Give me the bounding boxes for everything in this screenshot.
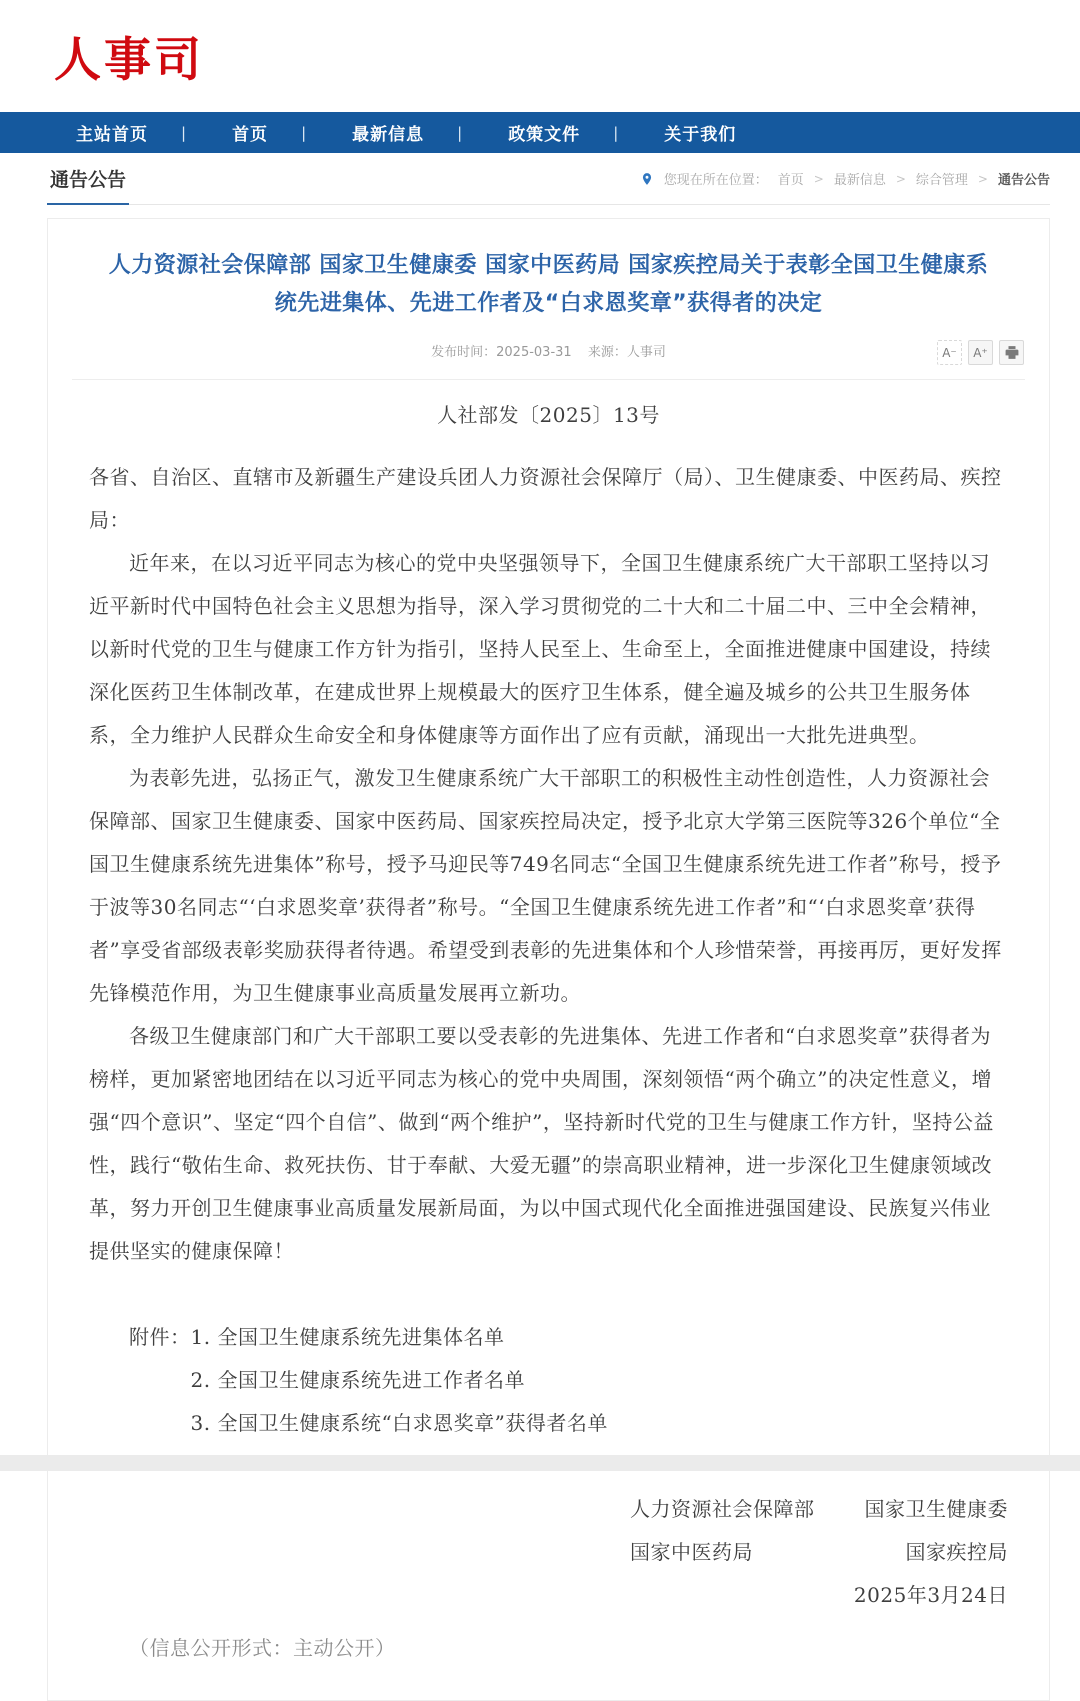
breadcrumb-item-general-management[interactable]: 综合管理 bbox=[915, 173, 968, 188]
body-paragraph: 近年来，在以习近平同志为核心的党中央坚强领导下，全国卫生健康系统广大干部职工坚持以习近平新时代中国特色社会主义思想为指导，深入学习贯彻党的二十大和二十届二中、三中全会精神，以新时代党的卫生与健康工作方针为指引，坚持人民至上、生命至上，全面推进健康中国建设，持续深化医药卫生体制改革，在建成世界上规模最大的医疗卫生体系，健全遍及城乡的公共卫生服务体系，全力维护人民群众生命安全和身体健康等方面作出了应有贡献，涌现出一大批先进典型。 bbox=[89, 551, 991, 747]
attachments-label: 附件： bbox=[129, 1325, 191, 1349]
body-paragraph: 为表彰先进，弘扬正气，激发卫生健康系统广大干部职工的积极性主动性创造性，人力资源社会保障部、国家卫生健康委、国家中医药局、国家疾控局决定，授予北京大学第三医院等326个单位“全国卫生健康系统先进集体”称号，授予马迎民等749名同志“全国卫生健康系统先进工作者”称号，授予于波等30名同志“‘白求恩奖章’获得者”称号。“全国卫生健康系统先进工作者”和“‘白求恩奖章’获得者”享受省部级表彰奖励获得者待遇。希望受到表彰的先进集体和个人珍惜荣誉，再接再厉，更好发挥先锋模范作用，为卫生健康事业高质量发展再立新功。 bbox=[89, 766, 1002, 1005]
nav-item-about-us[interactable]: 关于我们 bbox=[664, 125, 737, 145]
main-nav bbox=[0, 112, 1080, 153]
site-logo[interactable]: 人事司 bbox=[54, 32, 204, 88]
attachment-item: 1. 全国卫生健康系统先进集体名单 bbox=[190, 1325, 505, 1349]
document-number: 人社部发〔2025〕13号 bbox=[437, 403, 660, 427]
site-header bbox=[0, 0, 1080, 112]
signature-date: 2025年3月24日 bbox=[853, 1583, 1008, 1607]
nav-separator: | bbox=[613, 123, 619, 142]
nav-item-main-home[interactable]: 主站首页 bbox=[76, 125, 148, 145]
nav-separator: | bbox=[457, 123, 463, 142]
font-increase-button[interactable]: A⁺ bbox=[968, 340, 993, 365]
printer-icon bbox=[1005, 346, 1019, 359]
article-title: 人力资源社会保障部 国家卫生健康委 国家中医药局 国家疾控局关于表彰全国卫生健康系统先进集体、先进工作者及“白求恩奖章”获得者的决定 bbox=[108, 253, 989, 316]
breadcrumb-separator: > bbox=[895, 171, 906, 186]
breadcrumb-separator: > bbox=[813, 171, 824, 186]
signature-block bbox=[630, 1488, 1008, 1617]
breadcrumb bbox=[630, 169, 1050, 188]
breadcrumb-item-current: 通告公告 bbox=[997, 173, 1050, 188]
breadcrumb-item-latest-info[interactable]: 最新信息 bbox=[833, 173, 886, 188]
source-label: 来源： bbox=[587, 345, 627, 360]
nav-item-home[interactable]: 首页 bbox=[232, 125, 269, 145]
signer-nhc: 国家卫生健康委 bbox=[864, 1497, 1008, 1521]
signer-ndcpa: 国家疾控局 bbox=[905, 1540, 1008, 1564]
disclosure-note: （信息公开形式：主动公开） bbox=[129, 1636, 396, 1660]
attachments-block bbox=[129, 1316, 1008, 1445]
salutation: 各省、自治区、直辖市及新疆生产建设兵团人力资源社会保障厅（局）、卫生健康委、中医药局、疾控局： bbox=[89, 465, 1002, 532]
attachment-item: 3. 全国卫生健康系统“白求恩奖章”获得者名单 bbox=[190, 1411, 608, 1435]
article-body bbox=[89, 394, 1008, 1670]
body-paragraph: 各级卫生健康部门和广大干部职工要以受表彰的先进集体、先进工作者和“白求恩奖章”获得者为榜样，更加紧密地团结在以习近平同志为核心的党中央周围，深刻领悟“两个确立”的决定性意义，增强“四个意识”、坚定“四个自信”、做到“两个维护”，坚持新时代党的卫生与健康工作方针，坚持公益性，践行“敬佑生命、救死扶伤、甘于奉献、大爱无疆”的崇高职业精神，进一步深化卫生健康领域改革，努力开创卫生健康事业高质量发展新局面，为以中国式现代化全面推进强国建设、民族复兴伟业提供坚实的健康保障！ bbox=[89, 1024, 994, 1263]
article-tools bbox=[937, 340, 1024, 365]
font-decrease-button[interactable]: A⁻ bbox=[937, 340, 962, 365]
signer-mohrss: 人力资源社会保障部 bbox=[630, 1497, 815, 1521]
footer-strip bbox=[0, 1455, 1080, 1471]
breadcrumb-separator: > bbox=[977, 171, 988, 186]
nav-item-policy-docs[interactable]: 政策文件 bbox=[508, 125, 581, 145]
article-meta bbox=[89, 340, 1008, 366]
nav-separator: | bbox=[181, 123, 187, 142]
location-pin-icon bbox=[640, 172, 654, 186]
meta-divider bbox=[72, 379, 1025, 380]
breadcrumb-location-label: 您现在所在位置： bbox=[663, 173, 768, 188]
breadcrumb-bar bbox=[47, 153, 1050, 205]
section-title: 通告公告 bbox=[47, 154, 129, 205]
attachment-item: 2. 全国卫生健康系统先进工作者名单 bbox=[190, 1368, 525, 1392]
article-card bbox=[47, 218, 1050, 1701]
publish-time-value: 2025-03-31 bbox=[496, 345, 572, 360]
signer-natcm: 国家中医药局 bbox=[630, 1540, 753, 1564]
nav-item-latest-info[interactable]: 最新信息 bbox=[352, 125, 425, 145]
source-value: 人事司 bbox=[626, 345, 666, 360]
publish-time-label: 发布时间： bbox=[431, 345, 497, 360]
breadcrumb-item-home[interactable]: 首页 bbox=[777, 173, 804, 188]
print-button[interactable] bbox=[999, 340, 1024, 365]
nav-separator: | bbox=[301, 123, 307, 142]
